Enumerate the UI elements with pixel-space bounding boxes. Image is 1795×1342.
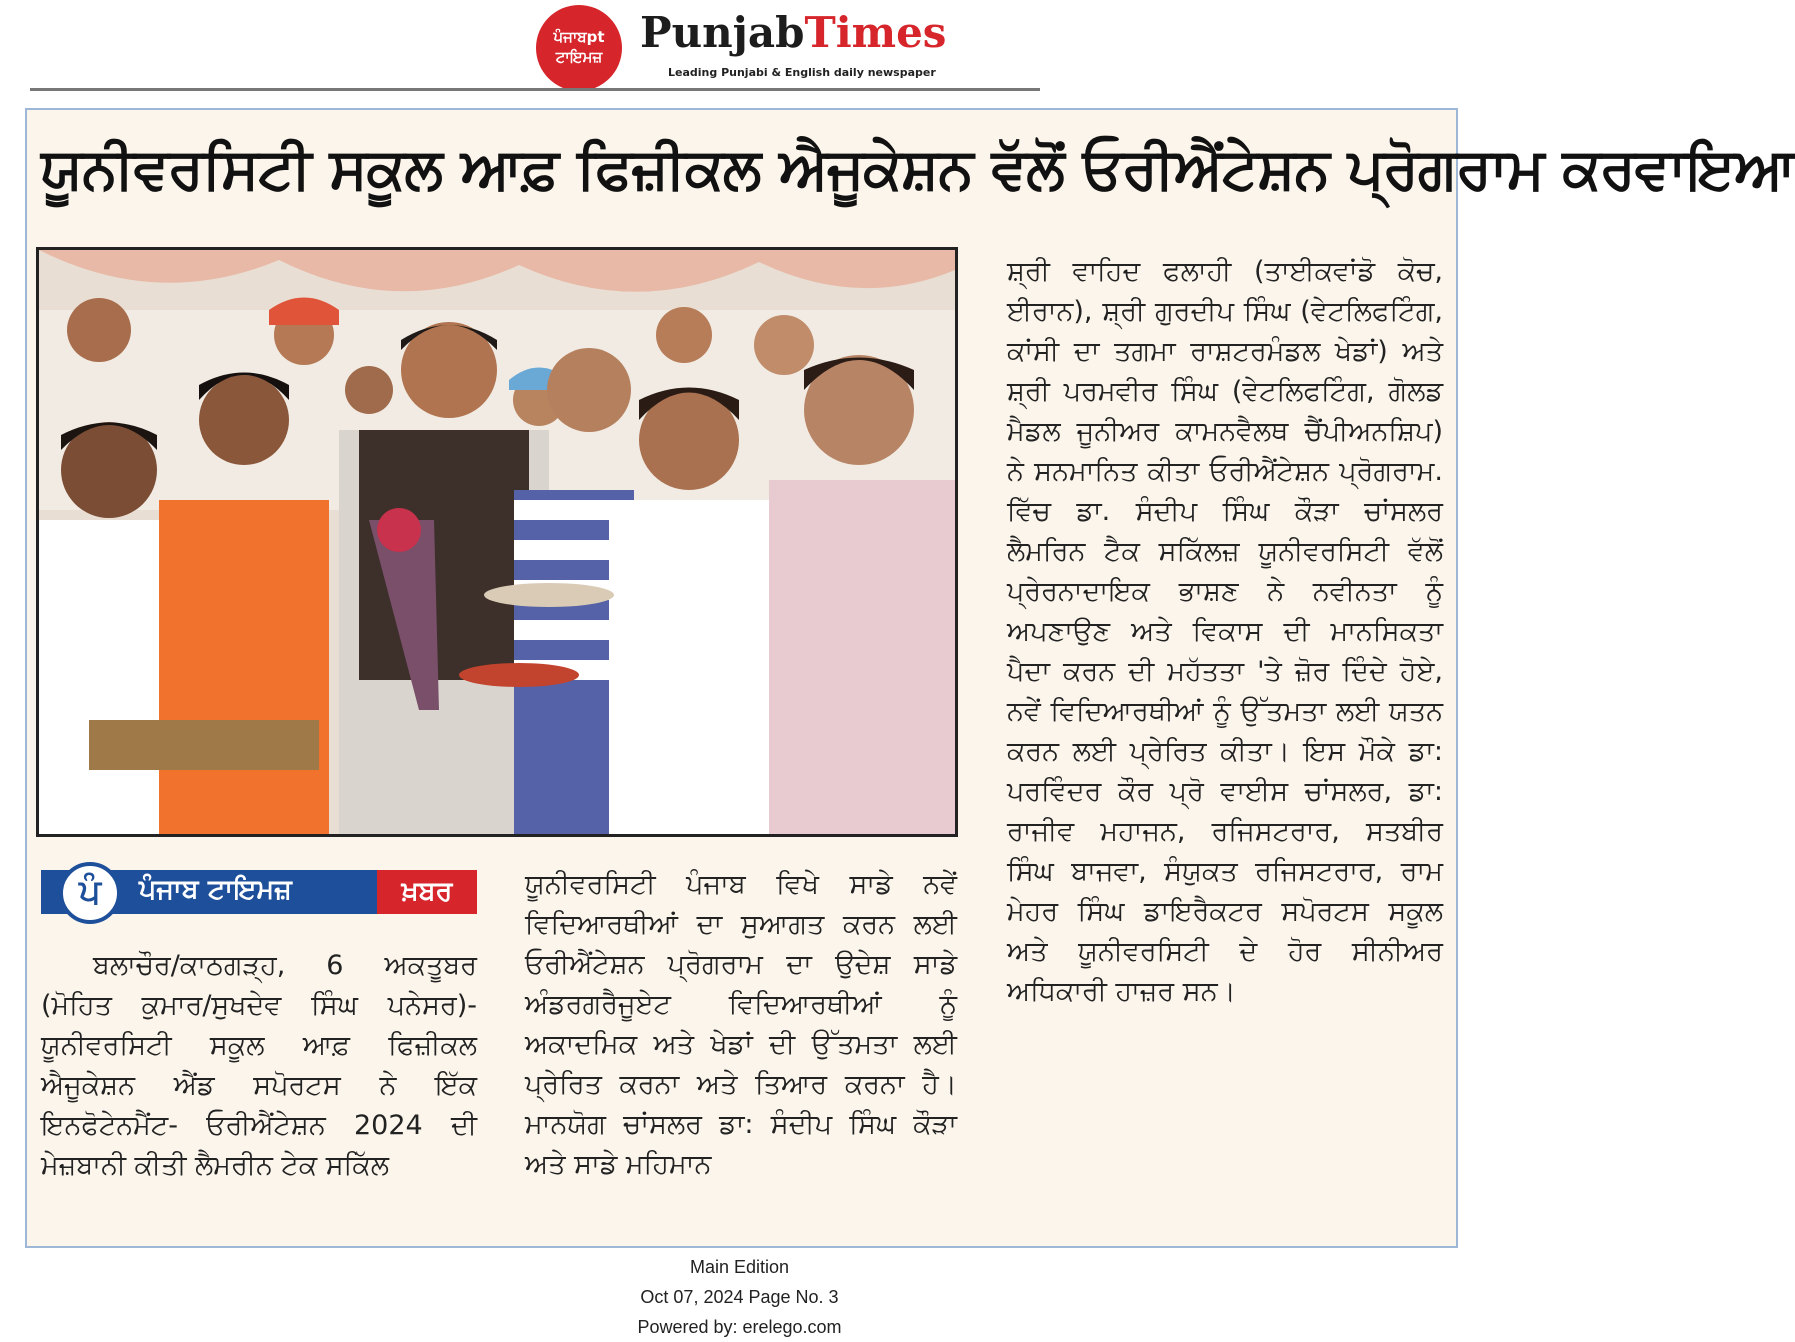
masthead	[0, 0, 1479, 95]
masthead-divider	[30, 88, 1040, 91]
brand-part-2: Times	[804, 8, 947, 57]
article-column-3	[1007, 252, 1443, 1012]
page-footer	[0, 1252, 1479, 1342]
byline-tag: ਖ਼ਬਰ	[377, 870, 477, 914]
column-3-text: ਸ਼੍ਰੀ ਵਾਹਿਦ ਫਲਾਹੀ (ਤਾਈਕਵਾਂਡੋ ਕੋਚ, ਈਰਾਨ), ਸ਼੍ਰੀ ਗੁਰਦੀਪ ਸਿੰਘ (ਵੇਟਲਿਫਟਿੰਗ, ਕਾਂਸੀ ਦਾ ਤਗਮਾ ਰਾਸ਼ਟਰਮੰਡਲ ਖੇਡਾਂ) ਅਤੇ ਸ਼੍ਰੀ ਪਰਮਵੀਰ ਸਿੰਘ (ਵੇਟਲਿਫਟਿੰਗ, ਗੋਲਡ ਮੈਡਲ ਜੂਨੀਅਰ ਕਾਮਨਵੈਲਥ ਚੈਂਪੀਅਨਸ਼ਿਪ) ਨੇ ਸਨਮਾਨਿਤ ਕੀਤਾ ਓਰੀਐਂਟੇਸ਼ਨ ਪ੍ਰੋਗਰਾਮ. ਵਿੱਚ ਡਾ. ਸੰਦੀਪ ਸਿੰਘ ਕੌੜਾ ਚਾਂਸਲਰ ਲੈਮਰਿਨ ਟੈਕ ਸਕਿੱਲਜ਼ ਯੂਨੀਵਰਸਿਟੀ ਵੱਲੋਂ ਪ੍ਰੇਰਨਾਦਾਇਕ ਭਾਸ਼ਣ ਨੇ ਨਵੀਨਤਾ ਨੂੰ ਅਪਣਾਉਣ ਅਤੇ ਵਿਕਾਸ ਦੀ ਮਾਨਸਿਕਤਾ ਪੈਦਾ ਕਰਨ ਦੀ ਮਹੱਤਤਾ 'ਤੇ ਜ਼ੋਰ ਦਿੰਦੇ ਹੋਏ, ਨਵੇਂ ਵਿਦਿਆਰਥੀਆਂ ਨੂੰ ਉੱਤਮਤਾ ਲਈ ਯਤਨ ਕਰਨ ਲਈ ਪ੍ਰੇਰਿਤ ਕੀਤਾ। ਇਸ ਮੌਕੇ ਡਾ: ਪਰਵਿੰਦਰ ਕੌਰ ਪ੍ਰੋ ਵਾਈਸ ਚਾਂਸਲਰ, ਡਾ: ਰਾਜੀਵ ਮਹਾਜਨ, ਰਜਿਸਟਰਾਰ, ਸਤਬੀਰ ਸਿੰਘ ਬਾਜਵਾ, ਸੰਯੁਕਤ ਰਜਿਸਟਰਾਰ, ਰਾਮ ਮੇਹਰ ਸਿੰਘ ਡਾਇਰੈਕਟਰ ਸਪੋਰਟਸ ਸਕੂਲ ਅਤੇ ਯੂਨੀਵਰਸਿਟੀ ਦੇ ਹੋਰ ਸੀਨੀਅਰ ਅਧਿਕਾਰੀ ਹਾਜ਼ਰ ਸਨ।	[1007, 256, 1443, 1007]
article-column-1	[41, 946, 477, 1186]
edition-label: Main Edition	[689, 1257, 790, 1277]
column-2-text: ਯੂਨੀਵਰਸਿਟੀ ਪੰਜਾਬ ਵਿਖੇ ਸਾਡੇ ਨਵੇਂ ਵਿਦਿਆਰਥੀਆਂ ਦਾ ਸੁਆਗਤ ਕਰਨ ਲਈ ਓਰੀਐਂਟੇਸ਼ਨ ਪ੍ਰੋਗਰਾਮ ਦਾ ਉਦੇਸ਼ ਸਾਡੇ ਅੰਡਰਗਰੈਜੂਏਟ ਵਿਦਿਆਰਥੀਆਂ ਨੂੰ ਅਕਾਦਮਿਕ ਅਤੇ ਖੇਡਾਂ ਦੀ ਉੱਤਮਤਾ ਲਈ ਪ੍ਰੇਰਿਤ ਕਰਨਾ ਅਤੇ ਤਿਆਰ ਕਰਨਾ ਹੈ। ਮਾਨਯੋਗ ਚਾਂਸਲਰ ਡਾ: ਸੰਦੀਪ ਸਿੰਘ ਕੌੜਾ ਅਤੇ ਸਾਡੇ ਮਹਿਮਾਨ	[525, 869, 957, 1180]
punjab-times-logo	[536, 5, 622, 91]
brand-name	[640, 8, 946, 57]
byline-badge	[41, 862, 477, 922]
group-photo-illustration	[39, 250, 955, 834]
column-1-text: ਬਲਾਚੌਰ/ਕਾਠਗੜ੍ਹ, 6 ਅਕਤੂਬਰ (ਮੋਹਿਤ ਕੁਮਾਰ/ਸੁਖਦੇਵ ਸਿੰਘ ਪਨੇਸਰ)- ਯੂਨੀਵਰਸਿਟੀ ਸਕੂਲ ਆਫ਼ ਫਿਜ਼ੀਕਲ ਐਜੂਕੇਸ਼ਨ ਐਂਡ ਸਪੋਰਟਸ ਨੇ ਇੱਕ ਇਨਫੋਟੇਨਮੈਂਟ- ਓਰੀਐਂਟੇਸ਼ਨ 2024 ਦੀ ਮੇਜ਼ਬਾਨੀ ਕੀਤੀ ਲੈਮਰੀਨ ਟੇਕ ਸਕਿੱਲ	[41, 950, 477, 1181]
article-headline: ਯੂਨੀਵਰਸਿਟੀ ਸਕੂਲ ਆਫ਼ ਫਿਜ਼ੀਕਲ ਐਜੂਕੇਸ਼ਨ ਵੱਲੋਂ ਓਰੀਐਂਟੇਸ਼ਨ ਪ੍ਰੋਗਰਾਮ ਕਰਵਾਇਆ	[41, 136, 1795, 202]
logo-line-1: ਪੰਜਾਬpt	[553, 28, 605, 46]
brand-part-1: Punjab	[640, 8, 805, 57]
news-clipping	[25, 108, 1795, 1248]
article-photo	[36, 247, 958, 837]
powered-by-label: Powered by: erelego.com	[637, 1317, 842, 1337]
logo-line-2: ਟਾਇਮਜ਼	[555, 48, 603, 66]
brand-tagline: Leading Punjabi & English daily newspaper	[668, 66, 936, 79]
date-page-label: Oct 07, 2024 Page No. 3	[640, 1287, 839, 1307]
article-column-2	[525, 865, 957, 1185]
byline-logo-icon: ਪੰ	[59, 862, 121, 924]
byline-name: ਪੰਜਾਬ ਟਾਇਮਜ਼	[139, 874, 292, 905]
